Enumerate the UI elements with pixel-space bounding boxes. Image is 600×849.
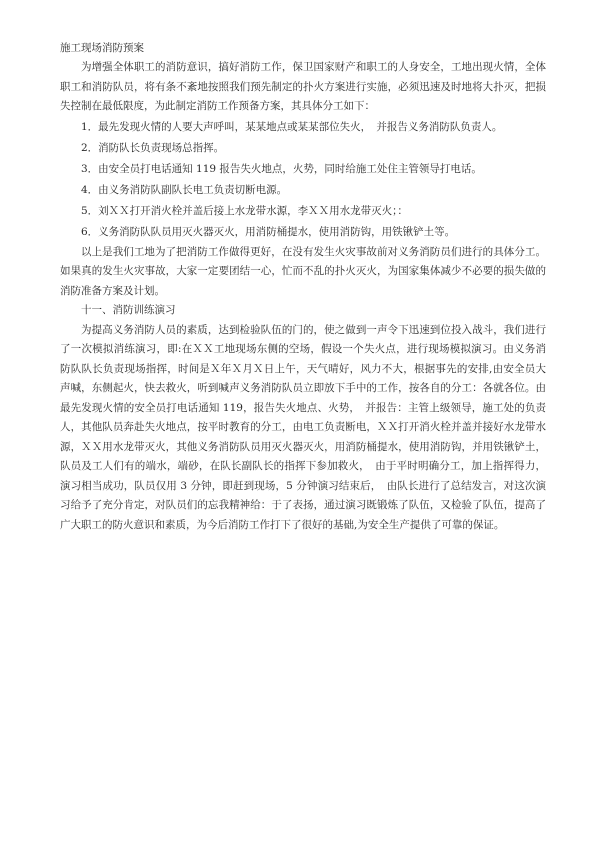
list-item: 1．最先发现火情的人要大声呼叫，某某地点或某某部位失火， 并报告义务消防队负责人。 <box>81 120 503 133</box>
document-page <box>60 38 546 535</box>
section-body-paragraph: 为提高义务消防人员的素质，达到检验队伍的门的，使之做到一声令下迅速到位投入战斗，我们进行了一次模拟消练演习，即:在ＸＸ工地现场东侧的空场，假设一个失火点，进行现场模拟演习。由义务消防队队长负责现场指挥，时间是Ｘ年Ｘ月Ｘ日上午，天气晴好，风力不大，根据事先的安排,由安全员大声喊，东侧起火，快去救火，听到喊声义务消防队员立即放下手中的工作，按各自的分工：各就各位。由最先发现火情的安全员打电话通知 119，报告失火地点、火势， 并报告：主管上级领导，施工处的负责人，其他队员奔赴失火地点，按平时教育的分工，由电工负责断电，ＸＸ打开消火栓并盖并接好水龙带水源，ＸＸ用水龙带灭火，其他义务消防队员用灭火器灭火，用消防桶提水，使用消防钩，并用铁锹铲土，队员及工人们有的端水，端砂，在队长副队长的指挥下参加救火， 由于平时明确分工，加上指挥得力，演习相当成功，队员仅用 3 分钟，即赶到现场，5 分钟演习结束后， 由队长进行了总结发言，对这次演习给予了充分肯定，对队员们的忘我精神给：于了表扬，通过演习既锻炼了队伍，又检验了队伍，提高了广大职工的防火意识和素质，为今后消防工作打下了很好的基础,为安全生产提供了可靠的保证。 <box>60 323 546 531</box>
list-item: 2．消防队长负责现场总指挥。 <box>81 141 225 154</box>
assignment-list <box>60 117 546 242</box>
list-item: 5．刘ＸＸ打开消火栓并盖后接上水龙带水源，李ＸＸ用水龙带灭火；： <box>81 204 408 217</box>
list-item: 3．由安全员打电话通知 119 报告失火地点，火势，同时给施工处住主管领导打电话。 <box>81 162 482 175</box>
list-item: 6．义务消防队队员用灭火器灭火，用消防桶提水，使用消防钩，用铁锹铲土等。 <box>81 225 456 238</box>
intro-paragraph: 为增强全体职工的消防意识，搞好消防工作，保卫国家财产和职工的人身安全，工地出现火情，全体职工和消防队员，将有条不紊地按照我们预先制定的扑火方案进行实施，必须迅速及时地将大扑灭，把损失控制在最低限度，为此制定消防工作预备方案，其具体分工如下： <box>60 61 546 112</box>
section-heading: 十一、消防训练演习 <box>81 304 176 316</box>
closing-paragraph: 以上是我们工地为了把消防工作做得更好，在没有发生火灾事故前对义务消防员们进行的具体分工。如果真的发生火灾事故，大家一定要团结一心，忙而不乱的扑火灭火，为国家集体减少不必要的损失做的消防准备方案及计划。 <box>60 245 546 297</box>
list-item: 4．由义务消防队副队长电工负责切断电源。 <box>81 183 288 196</box>
document-title: 施工现场消防预案 <box>60 42 144 54</box>
